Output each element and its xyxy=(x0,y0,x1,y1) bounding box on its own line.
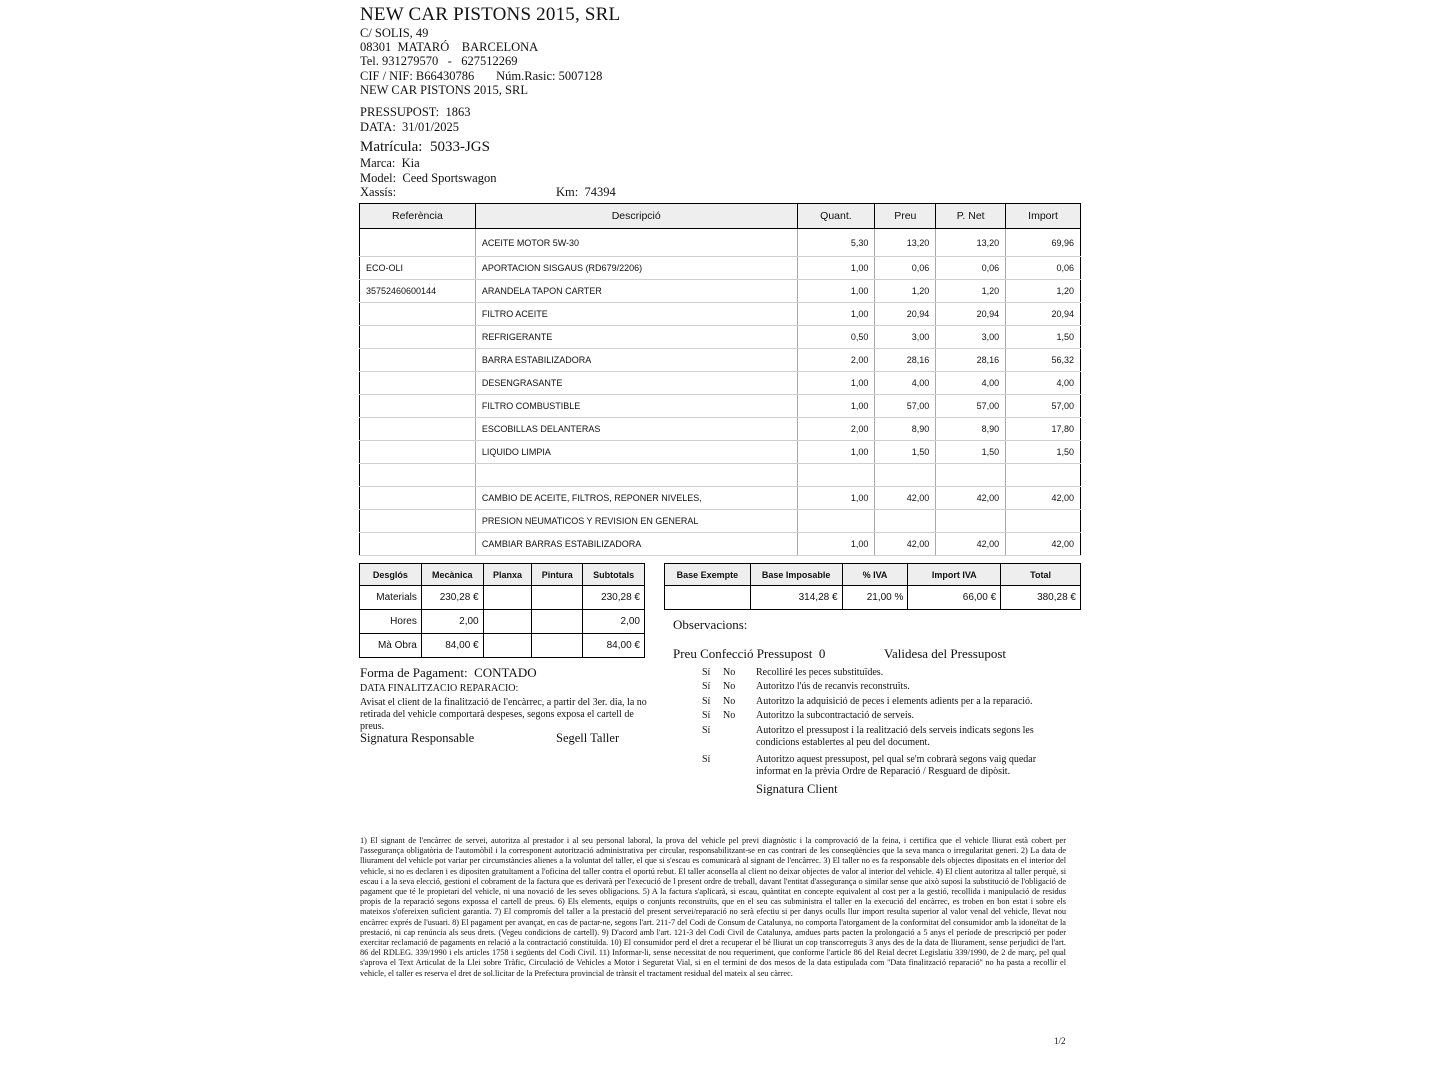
cell-pnet: 3,00 xyxy=(936,326,1006,349)
cell-quant xyxy=(797,464,875,487)
items-header-row xyxy=(360,204,1081,229)
cell-import: 1,20 xyxy=(1006,280,1081,303)
header-referencia: Referència xyxy=(360,204,476,229)
cell-referencia xyxy=(360,533,476,556)
vehicle-plate: Matrícula: 5033-JGS xyxy=(360,139,490,155)
table-row xyxy=(360,349,1081,372)
cell-descripcio: REFRIGERANTE xyxy=(475,326,797,349)
base-exempte-value xyxy=(665,586,751,610)
cell-preu: 42,00 xyxy=(875,533,936,556)
auth-yes: Sí xyxy=(702,681,711,692)
cell-quant: 1,00 xyxy=(797,487,875,510)
cell-import: 1,50 xyxy=(1006,326,1081,349)
cell-quant: 1,00 xyxy=(797,441,875,464)
signatura-responsable: Signatura Responsable xyxy=(360,731,475,745)
auth-yes: Sí xyxy=(702,754,711,765)
page-number: 1/2 xyxy=(1054,1036,1066,1046)
cell-import xyxy=(1006,464,1081,487)
cell-pnet xyxy=(936,464,1006,487)
import-iva-value: 66,00 € xyxy=(908,586,1001,610)
table-row xyxy=(360,326,1081,349)
cell-descripcio: CAMBIO DE ACEITE, FILTROS, REPONER NIVELES, xyxy=(475,487,797,510)
cell-import: 57,00 xyxy=(1006,395,1081,418)
legal-conditions: 1) El signant de l'encàrrec de servei, autoritza al prestador i al seu personal laboral, la prova del vehicle pel previ diagnòstic i la comprovació de la feina, i certifica que el vehicle lliurat està cobert per l'assegurança obligatòria de l'automòbil i la corresponent autorització administrativa per circular, responsabilitzant-se en cas contrari de les conseqüències que la seva manca o irregularitat generi. 2) La data de lliurament del vehicle pot variar per circumstàncies alienes a la voluntat del taller, el que si s'escau es comunicarà al signant de l'encàrrec. 3) El taller no es fa responsable dels objectes dipositats en el interior del vehicle, si no es declaren i es dipositen gratuïtament a l'oficina del taller contra el oportú rebut. El taller aconsella al client no deixar objectes de valor al interior del vehicle. 4) El client autoritza al taller perquè, si escau i a la seva elecció, gestioni el cobrament de la factura que es derivarà per l'execució de l present ordre de treball, davant l'entitat d'assegurança o similar sense que això suposi la substitució de l'obligació de pagament que té le propietari del vehicle, ni una novació de les seves obligacions. 5) A la factura s'aplicarà, si escau, quàntitat en concepte equivalent al cost per a la gestió, recollida i manipulació de residus propis de la reparació segons expossa el cartell de preus. 6) Els elements, equips o conjunts reconstruïts, que en el seu cas subministra el taller en la execució del encàrrec, es troben en bon estat i sobre els mateixos s'ofereixen suficient garantia. 7) El compromís del taller a la prestació del present servei/reparació no serà efectiu si per danys oculls llur import resulta superior al valor venal del vehicle, llevat nou encàrrec exprés de l'usuari. 8) El pagament per avançat, en cas de pactar-ne, segons l'art. 211-7 del Codi de Consum de Catalunya, no comporta l'atorgament de la conformitat del consumidor amb la idoneïtat de la prestació, ni cap renúncia als seus drets. (Vegeu condicions de cartell). 9) D'acord amb l'art. 121-3 del Codi Civil de Catalunya, amdues parts pacten la prolongació a 5 anys el període de prescripció per poder exercitar reclamació de pagaments en relació a la contractació constituïda. 10) El consumidor perd el dret a recuperar el bé lliurat un cop transcorreguts 3 anys des de la data de lliurament, sense perjudici de l'art. 86 del RDLEG. 339/1990 i els articles 1758 i següents del Codi Civil. 11) Informar-li, sense necessitat de nou requeriment, que conforme l'article 86 del Reial decret Legislatiu 339/1990, de 2 de març, pel qual s'aprova el Text Articulat de la Llei sobre Tràfic, Circulació de Vehicles a Motor i Seguretat Vial, si en el termini de dos mesos de la data estipulada com ''Data finalització reparació'' no ha pasta a recollir el vehicle, el taller es reserva el dret de sol.licitar de la Prefectura provincial de trànsit el tractament residual del mateix al seu càrrec. xyxy=(360,836,1066,978)
cell-descripcio: PRESION NEUMATICOS Y REVISION EN GENERAL xyxy=(475,510,797,533)
cell-pnet: 0,06 xyxy=(936,257,1006,280)
tax-table xyxy=(664,563,1081,610)
tax-header-row xyxy=(665,564,1081,586)
preu-confeccio: Preu Confecció Pressupost 0 xyxy=(673,646,826,661)
cell-quant: 1,00 xyxy=(797,395,875,418)
auth-text: Recolliré les peces substituïdes. xyxy=(756,667,884,678)
cell-pnet: 13,20 xyxy=(936,229,1006,257)
cell-preu: 8,90 xyxy=(875,418,936,441)
cell-quant: 1,00 xyxy=(797,372,875,395)
cell-preu: 1,50 xyxy=(875,441,936,464)
cell-descripcio: LIQUIDO LIMPIA xyxy=(475,441,797,464)
auth-yes: Sí xyxy=(702,710,711,721)
header-quant: Quant. xyxy=(797,204,875,229)
quote-number: PRESSUPOST: 1863 xyxy=(360,105,471,119)
cell-import xyxy=(1006,510,1081,533)
cell-preu: 13,20 xyxy=(875,229,936,257)
cell-preu xyxy=(875,464,936,487)
table-row xyxy=(360,464,1081,487)
cell-descripcio: CAMBIAR BARRAS ESTABILIZADORA xyxy=(475,533,797,556)
planxa-value xyxy=(483,610,532,634)
breakdown-row xyxy=(360,610,645,634)
cell-preu: 20,94 xyxy=(875,303,936,326)
company-name: NEW CAR PISTONS 2015, SRL xyxy=(360,4,621,25)
cell-preu: 57,00 xyxy=(875,395,936,418)
cell-pnet: 1,20 xyxy=(936,280,1006,303)
iva-percent-value: 21,00 % xyxy=(842,586,908,610)
auth-yes: Sí xyxy=(702,725,711,736)
cell-quant xyxy=(797,510,875,533)
cell-preu: 0,06 xyxy=(875,257,936,280)
cell-referencia xyxy=(360,487,476,510)
table-row xyxy=(360,487,1081,510)
cell-descripcio xyxy=(475,464,797,487)
collection-notice: Avisat el client de la finalització de l'encàrrec, a partir del 3er. dia, la no retirada del vehicle comportarà despeses, segons exposa el cartell de preus. xyxy=(360,697,647,732)
auth-no: No xyxy=(723,710,736,721)
cell-quant: 0,50 xyxy=(797,326,875,349)
base-imposable-value: 314,28 € xyxy=(750,586,842,610)
auth-no: No xyxy=(723,696,736,707)
cell-pnet: 28,16 xyxy=(936,349,1006,372)
auth-text: Autoritzo la adquisició de peces i elements adients per a la reparació. xyxy=(756,696,1033,707)
company-phone: Tel. 931279570 - 627512269 xyxy=(360,54,518,68)
vehicle-km: Km: 74394 xyxy=(556,185,616,199)
cell-import: 1,50 xyxy=(1006,441,1081,464)
auth-text: Autoritzo l'ús de recanvis reconstruïts. xyxy=(756,681,910,692)
cell-quant: 2,00 xyxy=(797,349,875,372)
cell-quant: 1,00 xyxy=(797,303,875,326)
cell-quant: 1,00 xyxy=(797,280,875,303)
header-base-exempte: Base Exempte xyxy=(665,564,751,586)
signatura-client: Signatura Client xyxy=(756,782,838,796)
mecanica-value: 230,28 € xyxy=(421,586,483,610)
table-row xyxy=(360,395,1081,418)
vehicle-chassis: Xassís: xyxy=(360,185,397,199)
auth-yes: Sí xyxy=(702,696,711,707)
company-city: 08301 MATARÓ BARCELONA xyxy=(360,40,539,54)
cell-descripcio: ACEITE MOTOR 5W-30 xyxy=(475,229,797,257)
cell-referencia xyxy=(360,303,476,326)
header-total: Total xyxy=(1001,564,1081,586)
observations-label: Observacions: xyxy=(673,617,748,632)
auth-no: No xyxy=(723,681,736,692)
auth-text: Autoritzo el pressupost i la realització dels serveis indicats segons les condicions establertes al peu del document. xyxy=(756,725,1034,748)
cell-import: 0,06 xyxy=(1006,257,1081,280)
header-preu: Preu xyxy=(875,204,936,229)
header-subtotals: Subtotals xyxy=(583,564,645,586)
pintura-value xyxy=(532,586,583,610)
table-row xyxy=(360,229,1081,257)
table-row xyxy=(360,533,1081,556)
table-row xyxy=(360,257,1081,280)
company-address: C/ SOLIS, 49 xyxy=(360,26,429,40)
header-import: Import xyxy=(1006,204,1081,229)
quote-date: DATA: 31/01/2025 xyxy=(360,120,459,134)
pintura-value xyxy=(532,610,583,634)
cell-import: 4,00 xyxy=(1006,372,1081,395)
cell-pnet: 42,00 xyxy=(936,533,1006,556)
cell-preu xyxy=(875,510,936,533)
auth-text: Autoritzo la subcontractació de serveis. xyxy=(756,710,914,721)
table-row xyxy=(360,510,1081,533)
subtotal-value: 2,00 xyxy=(583,610,645,634)
header-descripcio: Descripció xyxy=(475,204,797,229)
cell-import: 42,00 xyxy=(1006,487,1081,510)
cell-pnet xyxy=(936,510,1006,533)
cell-descripcio: ARANDELA TAPON CARTER xyxy=(475,280,797,303)
cell-quant: 2,00 xyxy=(797,418,875,441)
table-row xyxy=(360,372,1081,395)
vehicle-model: Model: Ceed Sportswagon xyxy=(360,171,497,185)
cell-import: 42,00 xyxy=(1006,533,1081,556)
table-row xyxy=(360,303,1081,326)
cell-import: 56,32 xyxy=(1006,349,1081,372)
validesa-pressupost: Validesa del Pressupost xyxy=(884,646,1007,661)
breakdown-label: Materials xyxy=(360,586,422,610)
breakdown-label: Hores xyxy=(360,610,422,634)
header-iva-percent: % IVA xyxy=(842,564,908,586)
breakdown-row xyxy=(360,586,645,610)
cell-referencia xyxy=(360,349,476,372)
cell-referencia xyxy=(360,229,476,257)
header-base-imposable: Base Imposable xyxy=(750,564,842,586)
company-name-secondary: NEW CAR PISTONS 2015, SRL xyxy=(360,83,528,97)
auth-text: Autoritzo aquest pressupost, pel qual se'm cobrarà segons vaig quedar informat en la prèvia Ordre de Reparació / Resguard de dipòsit. xyxy=(756,754,1037,777)
cell-referencia xyxy=(360,441,476,464)
cell-quant: 1,00 xyxy=(797,533,875,556)
cell-import: 17,80 xyxy=(1006,418,1081,441)
cell-descripcio: APORTACION SISGAUS (RD679/2206) xyxy=(475,257,797,280)
cell-referencia xyxy=(360,326,476,349)
breakdown-row xyxy=(360,634,645,658)
payment-method: Forma de Pagament: CONTADO xyxy=(360,665,537,680)
breakdown-table xyxy=(359,563,645,658)
cell-descripcio: FILTRO ACEITE xyxy=(475,303,797,326)
cell-referencia: ECO-OLI xyxy=(360,257,476,280)
pintura-value xyxy=(532,634,583,658)
cell-pnet: 8,90 xyxy=(936,418,1006,441)
data-finalitzacio: DATA FINALITZACIO REPARACIO: xyxy=(360,683,519,694)
planxa-value xyxy=(483,634,532,658)
segell-taller: Segell Taller xyxy=(556,731,620,745)
cell-import: 20,94 xyxy=(1006,303,1081,326)
header-planxa: Planxa xyxy=(483,564,532,586)
planxa-value xyxy=(483,586,532,610)
cell-descripcio: ESCOBILLAS DELANTERAS xyxy=(475,418,797,441)
items-table xyxy=(359,203,1081,556)
cell-quant: 1,00 xyxy=(797,257,875,280)
subtotal-value: 84,00 € xyxy=(583,634,645,658)
mecanica-value: 84,00 € xyxy=(421,634,483,658)
vehicle-brand: Marca: Kia xyxy=(360,156,420,170)
total-value: 380,28 € xyxy=(1001,586,1081,610)
auth-no: No xyxy=(723,667,736,678)
cell-referencia xyxy=(360,418,476,441)
tax-values-row xyxy=(665,586,1081,610)
cell-pnet: 42,00 xyxy=(936,487,1006,510)
cell-import: 69,96 xyxy=(1006,229,1081,257)
table-row xyxy=(360,441,1081,464)
table-row xyxy=(360,418,1081,441)
cell-referencia xyxy=(360,510,476,533)
cell-referencia xyxy=(360,464,476,487)
breakdown-label: Mà Obra xyxy=(360,634,422,658)
cell-referencia: 35752460600144 xyxy=(360,280,476,303)
cell-descripcio: FILTRO COMBUSTIBLE xyxy=(475,395,797,418)
cell-preu: 28,16 xyxy=(875,349,936,372)
cell-pnet: 20,94 xyxy=(936,303,1006,326)
cell-pnet: 57,00 xyxy=(936,395,1006,418)
cell-preu: 1,20 xyxy=(875,280,936,303)
cell-referencia xyxy=(360,372,476,395)
cell-referencia xyxy=(360,395,476,418)
cell-pnet: 4,00 xyxy=(936,372,1006,395)
cell-preu: 42,00 xyxy=(875,487,936,510)
table-row xyxy=(360,280,1081,303)
cell-descripcio: DESENGRASANTE xyxy=(475,372,797,395)
cell-pnet: 1,50 xyxy=(936,441,1006,464)
cell-preu: 4,00 xyxy=(875,372,936,395)
header-import-iva: Import IVA xyxy=(908,564,1001,586)
subtotal-value: 230,28 € xyxy=(583,586,645,610)
breakdown-header-row xyxy=(360,564,645,586)
cell-descripcio: BARRA ESTABILIZADORA xyxy=(475,349,797,372)
header-pintura: Pintura xyxy=(532,564,583,586)
company-cif: CIF / NIF: B66430786 Núm.Rasic: 5007128 xyxy=(360,69,603,83)
header-pnet: P. Net xyxy=(936,204,1006,229)
header-desglos: Desglós xyxy=(360,564,422,586)
header-mecanica: Mecànica xyxy=(421,564,483,586)
auth-yes: Sí xyxy=(702,667,711,678)
mecanica-value: 2,00 xyxy=(421,610,483,634)
cell-preu: 3,00 xyxy=(875,326,936,349)
cell-quant: 5,30 xyxy=(797,229,875,257)
